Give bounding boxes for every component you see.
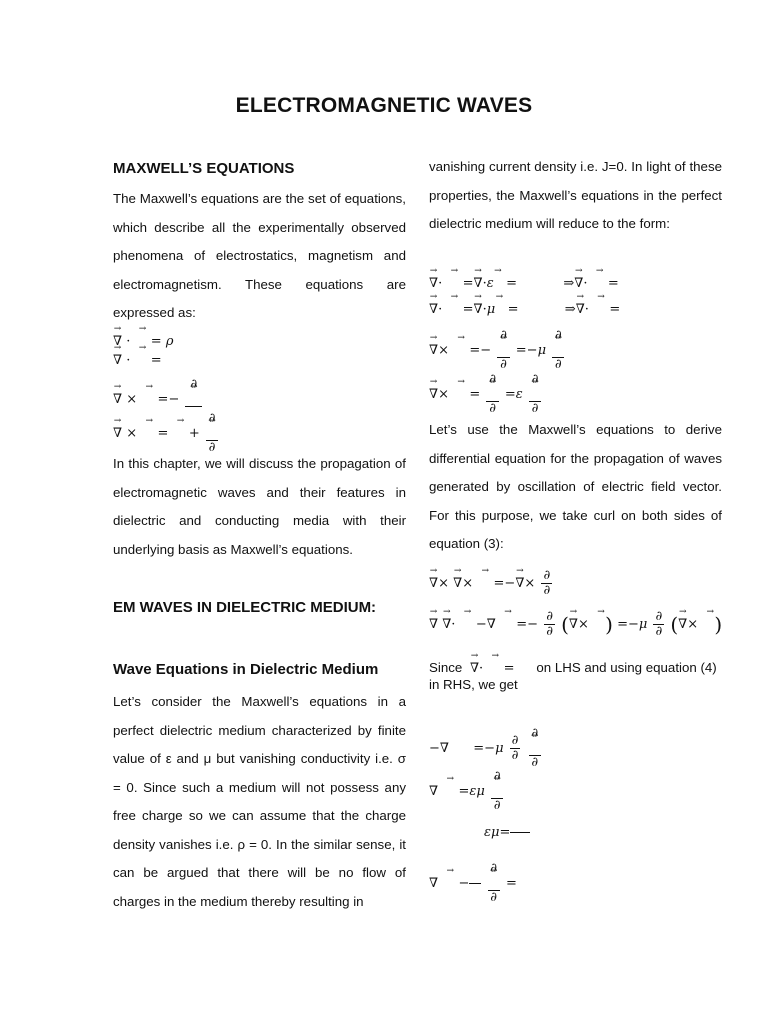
wave-eq-2: ∇→ =εμ ∂ → ∂ — [429, 770, 505, 813]
maxwell-heading: MAXWELL’S EQUATIONS — [113, 160, 295, 177]
curl-eq-2: → ∇ → ∇·→ −∇→ =− $\frac{\partial}{\partial}$ (→ ∇×→ ) =−μ $\frac{\partial}{\partial}$ (→ ∇×→ ) — [429, 610, 722, 639]
dielectric-paragraph: Let’s consider the Maxwell’s equations in a perfect dielectric medium characterized by finite value of ε and μ but vanishing conductivity i.e. σ = 0. Since such a medium will not possess any free charge so we can assume that the charge density vanishes i.e. ρ = 0. In the similar sense, it can be argued that there will be no flow of charges in the medium thereby resulting in — [113, 694, 406, 909]
equation-2: → ∇ ·→ = — [113, 353, 162, 369]
dielectric-eq-1: → ∇·→ =→ ∇·ε→ = ⇒→ ∇·→ = — [429, 276, 619, 292]
page-title: ELECTROMAGNETIC WAVES — [235, 94, 533, 117]
since-line: Since → ∇·→ = on LHS and using equation (4) in RHS, we get — [429, 660, 722, 692]
wave-eq-1: −∇ =−μ $\frac{\partial}{\partial}$ ∂ → ∂ — [429, 727, 543, 770]
chapter-paragraph: In this chapter, we will discuss the propagation of electromagnetic waves and their features in dielectric and conducting media with their underlying basis as Maxwell’s equations. — [113, 456, 406, 557]
dielectric-eq-3: → ∇×→ =− ∂ → ∂ =−μ ∂ → ∂ — [429, 329, 566, 372]
equation-1: → ∇ ·→ = ρ — [113, 334, 173, 350]
curl-eq-1: → ∇× → ∇×→ =−→ ∇× $\frac{\partial}{\partial}$ — [429, 569, 554, 598]
continuation-paragraph: vanishing current density i.e. J=0. In light of these properties, the Maxwell’s equations in the perfect dielectric medium will reduce to the form: — [429, 159, 722, 231]
equation-4: → ∇ ×→ =→ + ∂ → ∂ — [113, 412, 220, 455]
maxwell-paragraph: The Maxwell’s equations are the set of equations, which describe all the experimentally observed phenomena of electrostatics, magnetism and electromagnetism. These equations are expressed as: — [113, 191, 406, 320]
wave-equations-heading: Wave Equations in Dielectric Medium — [113, 661, 379, 678]
wave-eq-3: εμ= — [484, 825, 530, 841]
dielectric-eq-4: → ∇×→ = ∂ → ∂ =ε ∂ → ∂ — [429, 373, 543, 416]
derive-paragraph: Let’s use the Maxwell’s equations to derive differential equation for the propagation of waves generated by oscillation of electric field vector. For this purpose, we take curl on both sides of equation (3): — [429, 422, 722, 551]
em-waves-heading: EM WAVES IN DIELECTRIC MEDIUM: — [113, 599, 377, 616]
dielectric-eq-2: → ∇·→ =→ ∇·μ→ = ⇒→ ∇·→ = — [429, 302, 620, 318]
wave-eq-4: ∇→ − ∂ → ∂ = — [429, 862, 517, 905]
equation-3: → ∇ ×→ =− ∂ → — [113, 378, 204, 421]
